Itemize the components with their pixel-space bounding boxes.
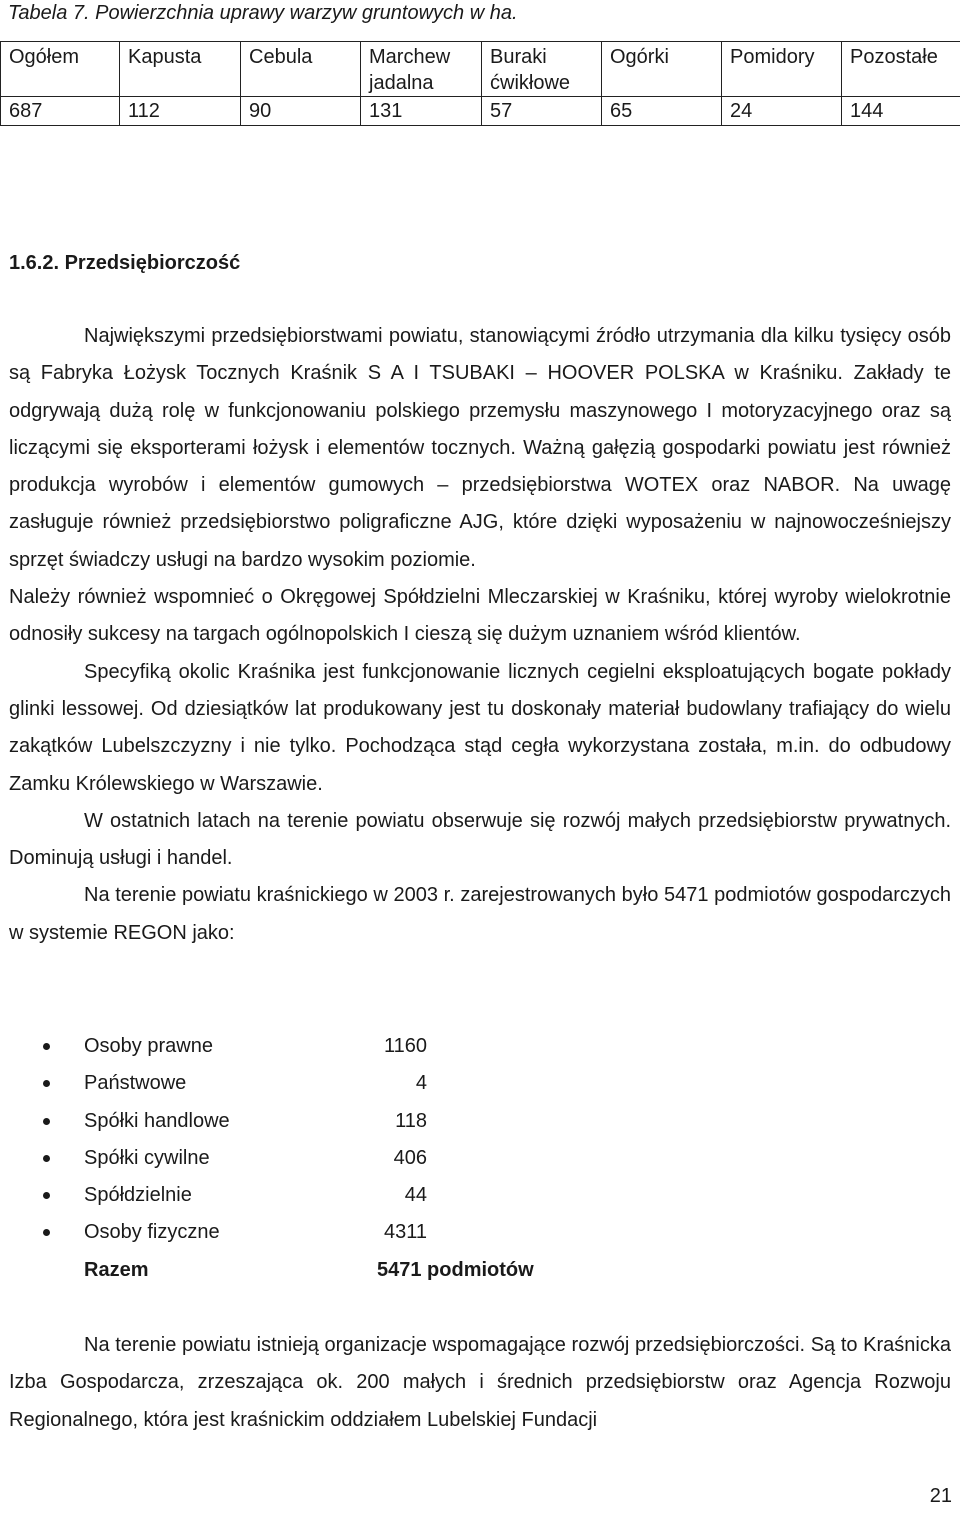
list-total-value: 5471 podmiotów: [377, 1258, 534, 1281]
list-item-label: Spółki handlowe: [84, 1109, 230, 1132]
list-item-value: 44: [404, 1184, 427, 1207]
list-item-label: Spółdzielnie: [84, 1184, 192, 1207]
list-item-label: Spółki cywilne: [84, 1146, 210, 1169]
list-item: [9, 1214, 709, 1251]
list-item: [9, 1103, 709, 1140]
list-item-value: 118: [395, 1109, 427, 1132]
bullet-icon: [43, 1155, 50, 1162]
table-header-row: [1, 42, 960, 97]
list-item-label: Osoby prawne: [84, 1035, 213, 1057]
paragraph-dairy-cooperative: Należy również wspomnieć o Okręgowej Spółdzielni Mleczarskiej w Kraśniku, której wyroby wielokrotnie odnosiły sukcesy na targach ogólnopolskich I cieszą się dużym uznaniem wśród klientów.: [9, 586, 951, 646]
table-cell: 57: [482, 97, 602, 126]
table-cell: 131: [361, 97, 482, 126]
bullet-icon: [43, 1118, 50, 1125]
list-item-value: 406: [393, 1146, 427, 1169]
table-header-cell: Kapusta: [120, 42, 241, 97]
paragraph-regon-intro: Na terenie powiatu kraśnickiego w 2003 r. zarejestrowanych było 5471 podmiotów gospodarczych w systemie REGON jako:: [9, 884, 951, 944]
section-heading: 1.6.2. Przedsiębiorczość: [9, 252, 241, 274]
page-number: 21: [929, 1485, 952, 1507]
bullet-icon: [43, 1043, 50, 1050]
crop-area-table: [0, 41, 960, 126]
regon-entity-list: [9, 1028, 709, 1289]
body-text-upper: [9, 318, 951, 952]
bullet-icon: [43, 1192, 50, 1199]
table-cell: 144: [842, 97, 960, 126]
table-header-cell: Pozostałe: [842, 42, 960, 97]
list-item-label: Osoby fizyczne: [84, 1221, 220, 1244]
table-cell: 90: [241, 97, 361, 126]
table-header-cell: Cebula: [241, 42, 361, 97]
list-item: [9, 1028, 709, 1065]
bullet-icon: [43, 1229, 50, 1236]
list-item: [9, 1065, 709, 1102]
table-header-cell: Ogórki: [602, 42, 722, 97]
list-item-value: 4: [415, 1072, 427, 1095]
paragraph-support-organizations: Na terenie powiatu istnieją organizacje wspomagające rozwój przedsiębiorczości. Są to Kraśnicka Izba Gospodarcza, zrzeszająca ok. 200 małych i średnich przedsiębiorstw oraz Agencja Rozwoju Regionalnego, która jest kraśnickim oddziałem Lubelskiej Fundacji: [9, 1334, 951, 1431]
paragraph-brickworks: Specyfiką okolic Kraśnika jest funkcjonowanie licznych cegielni eksploatujących bogate pokłady glinki lessowej. Od dziesiątków lat produkowany jest tu doskonały materiał budowlany trafiający do wielu zakątków Lubelszczyzny i nie tylko. Pochodząca stąd cegła wykorzystana została, m.in. do odbudowy Zamku Królewskiego w Warszawie.: [9, 660, 951, 795]
table-header-cell: Marchew jadalna: [361, 42, 482, 97]
table-caption: Tabela 7. Powierzchnia uprawy warzyw gruntowych w ha.: [8, 2, 518, 24]
table-row: [1, 97, 960, 126]
list-item-label: Państwowe: [84, 1072, 187, 1095]
table-cell: 65: [602, 97, 722, 126]
list-total-row: [9, 1252, 709, 1289]
list-item: [9, 1140, 709, 1177]
list-total-label: Razem: [84, 1258, 149, 1281]
list-item-value: 1160: [383, 1035, 427, 1057]
paragraph-small-businesses: W ostatnich latach na terenie powiatu obserwuje się rozwój małych przedsiębiorstw prywatnych. Dominują usługi i handel.: [9, 809, 951, 870]
list-item: [9, 1177, 709, 1214]
bullet-icon: [43, 1080, 50, 1087]
paragraph-major-enterprises: Największymi przedsiębiorstwami powiatu, stanowiącymi źródło utrzymania dla kilku tysięcy osób są Fabryka Łożysk Tocznych Kraśnik S A I TSUBAKI – HOOVER POLSKA w Kraśniku. Zakłady te odgrywają dużą rolę w funkcjonowaniu polskiego przemysłu maszynowego I motoryzacyjnego oraz są liczącymi się eksporterami łożysk i elementów tocznych. Ważną gałęzią gospodarki powiatu jest również produkcja wyrobów i elementów gumowych – przedsiębiorstwa WOTEX oraz NABOR. Na uwagę zasługuje również przedsiębiorstwo poligraficzne AJG, które dzięki wyposażeniu w najnowocześniejszy sprzęt świadczy usługi na bardzo wysokim poziomie.: [9, 325, 951, 571]
body-text-lower: [9, 1327, 951, 1439]
list-item-value: 4311: [383, 1221, 427, 1244]
table-cell: 687: [1, 97, 120, 126]
table-header-cell: Buraki ćwikłowe: [482, 42, 602, 97]
table-cell: 24: [722, 97, 842, 126]
table-header-cell: Pomidory: [722, 42, 842, 97]
table-cell: 112: [120, 97, 241, 126]
table-header-cell: Ogółem: [1, 42, 120, 97]
